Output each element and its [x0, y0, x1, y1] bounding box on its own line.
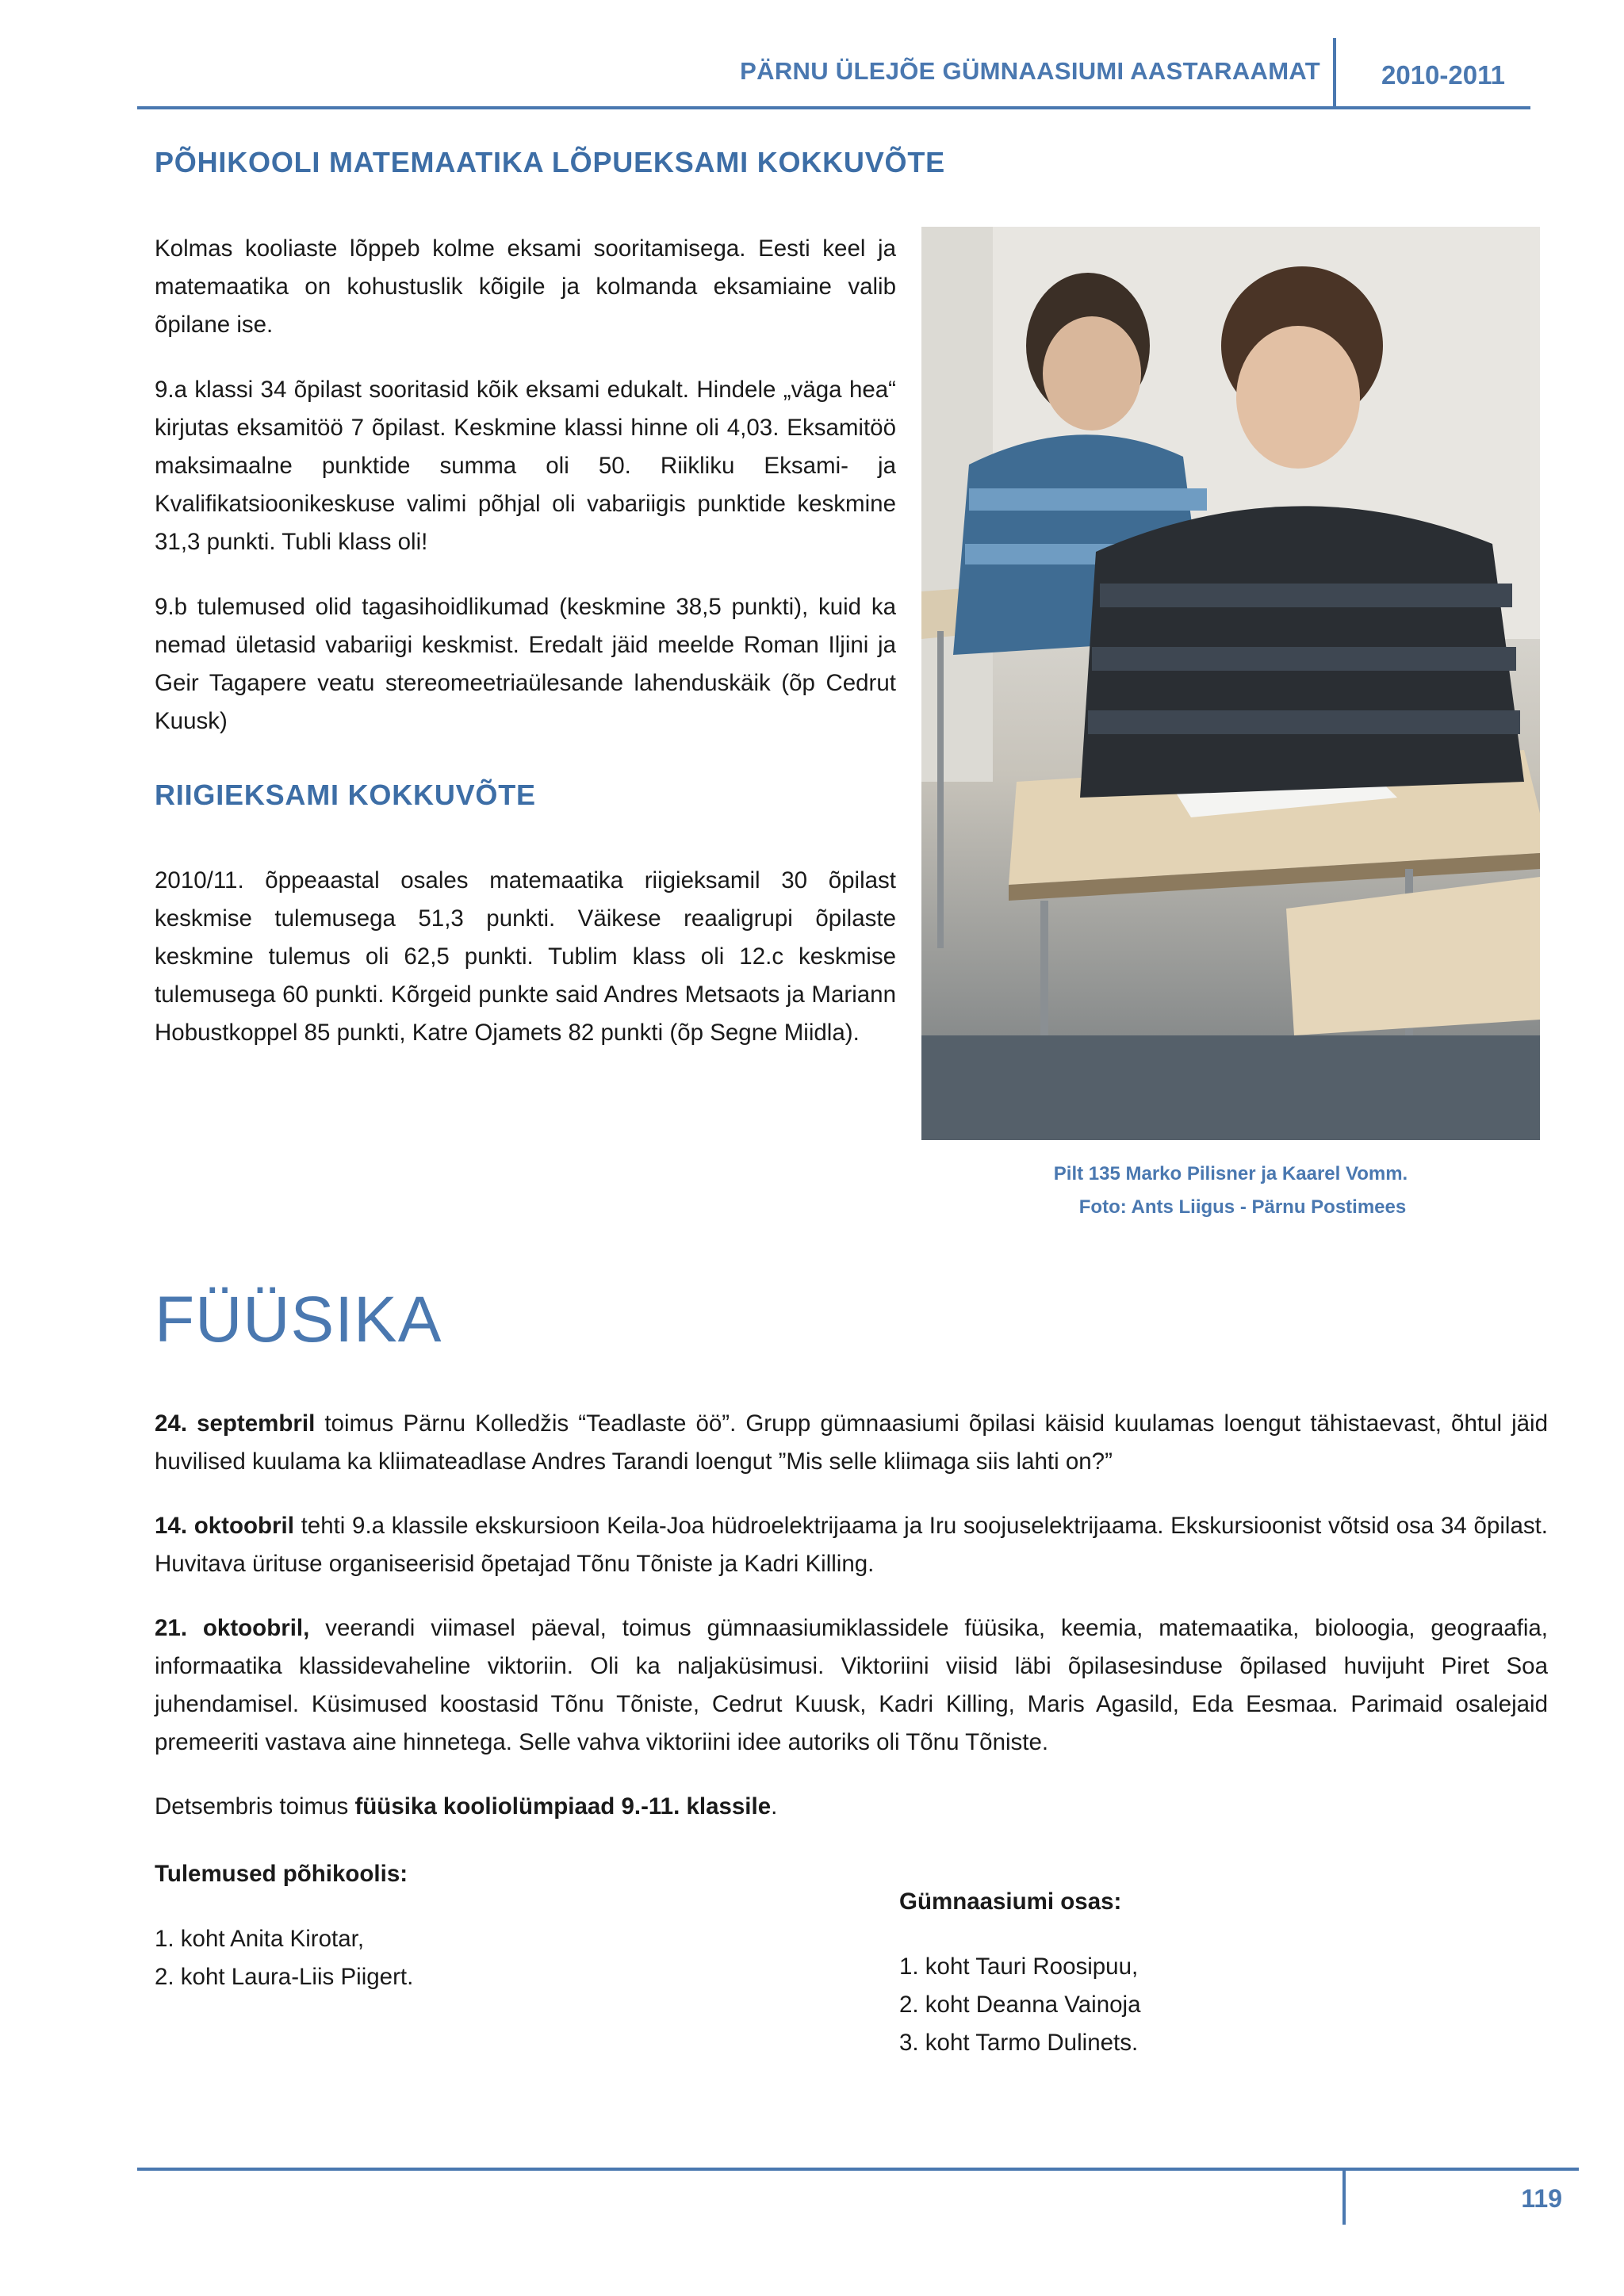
result-item: 1. koht Tauri Roosipuu, — [899, 1954, 1139, 1980]
event-highlight: füüsika kooliolümpiaad 9.-11. klassile — [354, 1793, 772, 1820]
results-heading: Gümnaasiumi osas: — [899, 1888, 1122, 1915]
result-item: 1. koht Anita Kirotar, — [155, 1926, 365, 1952]
header-divider — [1333, 38, 1336, 108]
header-rule — [137, 106, 1530, 109]
event-paragraph — [155, 1609, 1548, 1762]
result-item: 2. koht Deanna Vainoja — [899, 1992, 1141, 2018]
footer-divider — [1342, 2171, 1346, 2225]
event-text: tehti 9.a klassile ekskursioon Keila-Joa hüdroelektrijaama ja Iru soojuselektrijaama. Ekskursioonist võtsid osa 34 õpilast. Huvitava ürituse organiseerisid õpetajad Tõnu Tõniste ja Kadri Killing. — [155, 1513, 1548, 1577]
event-text: Detsembris toimus — [155, 1793, 355, 1820]
running-header-year: 2010-2011 — [1381, 60, 1505, 90]
results-gymnasium — [899, 1883, 1534, 2062]
paragraph: 9.b tulemused olid tagasihoidlikumad (keskmine 38,5 punkti), kuid ka nemad ületasid vabariigi keskmist. Eredalt jäid meelde Roman Iljini ja Geir Tagapere veatu stereomeetriaülesande lahenduskäik (õp Cedrut Kuusk) — [155, 594, 896, 734]
physics-events — [155, 1405, 1548, 1852]
paragraph: 2010/11. õppeaastal osales matemaatika riigieksamil 30 õpilast keskmise tulemusega 51,3 punkti. Väikese reaaligrupi õpilaste keskmine tulemus oli 62,5 punkti. Tublim klass oli 12.c keskmise tulemusega 60 punkti. Kõrgeid punkte said Andres Metsaots ja Mariann Hobustkoppel 85 punkti, Katre Ojamets 82 punkti (õp Segne Miidla). — [155, 867, 896, 1046]
caption-line: Pilt 135 Marko Pilisner ja Kaarel Vomm. — [1053, 1163, 1408, 1184]
exam-photo — [921, 227, 1540, 1140]
event-text: veerandi viimasel päeval, toimus gümnaasiumiklassidele füüsika, keemia, matemaatika, bioloogia, geograafia, informaatika klassidevaheline viktoriin. Oli ka naljaküsimusi. Viktoriini viisid läbi õpilasesinduse õpilased huvijuht Piret Soa juhendamisel. Küsimused koostasid Tõnu Tõniste, Cedrut Kuusk, Kadri Killing, Maris Agasild, Eda Eesmaa. Parimaid osalejaid premeeriti vastava aine hinnetega. Selle vahva viktoriini idee autoriks oli Tõnu Tõniste. — [155, 1615, 1548, 1755]
math-exam-text — [155, 230, 896, 767]
event-date: 24. septembril — [155, 1410, 316, 1437]
state-exam-text — [155, 862, 896, 1079]
running-header-title: PÄRNU ÜLEJÕE GÜMNAASIUMI AASTARAAMAT — [740, 57, 1320, 85]
result-item: 3. koht Tarmo Dulinets. — [899, 2030, 1139, 2056]
result-item: 2. koht Laura-Liis Piigert. — [155, 1964, 414, 1990]
section-heading-state-exam: RIIGIEKSAMI KOKKUVÕTE — [155, 779, 536, 811]
paragraph: 9.a klassi 34 õpilast sooritasid kõik eksami edukalt. Hindele „väga hea“ kirjutas eksamitöö 7 õpilast. Keskmine klassi hinne oli 4,03. Eksamitöö maksimaalne punktide summa oli 50. Riikliku Eksami- ja Kvalifikatsioonikeskuse valimi põhjal oli vabariigis punktide keskmine 31,3 punkti. Tubli klass oli! — [155, 377, 896, 555]
paragraph: Kolmas kooliaste lõppeb kolme eksami sooritamisega. Eesti keel ja matemaatika on kohustuslik kõigile ja kolmanda eksamiaine valib õpilane ise. — [155, 235, 896, 338]
event-text: . — [771, 1793, 778, 1820]
event-paragraph — [155, 1405, 1548, 1481]
footer-rule — [137, 2168, 1579, 2171]
event-text: toimus Pärnu Kolledžis “Teadlaste öö”. Grupp gümnaasiumi õpilasi käisid kuulamas loengut tähistaevast, õhtul jäid huvilised kuulama ka kliimateadlase Andres Tarandi loengut ”Mis selle kliimaga siis lahti on?” — [155, 1410, 1548, 1475]
event-date: 21. oktoobril, — [155, 1615, 310, 1641]
results-heading: Tulemused põhikoolis: — [155, 1861, 408, 1887]
event-paragraph — [155, 1788, 1548, 1826]
page-number: 119 — [1521, 2184, 1562, 2213]
physics-title: FÜÜSIKA — [155, 1284, 442, 1356]
event-paragraph — [155, 1507, 1548, 1583]
event-date: 14. oktoobril — [155, 1513, 294, 1539]
photo-caption — [921, 1156, 1540, 1226]
results-basic-school — [155, 1855, 789, 1996]
section-heading-math-exam: PÕHIKOOLI MATEMAATIKA LÕPUEKSAMI KOKKUVÕTE — [155, 146, 945, 178]
caption-credit: Foto: Ants Liigus - Pärnu Postimees — [1078, 1196, 1407, 1218]
